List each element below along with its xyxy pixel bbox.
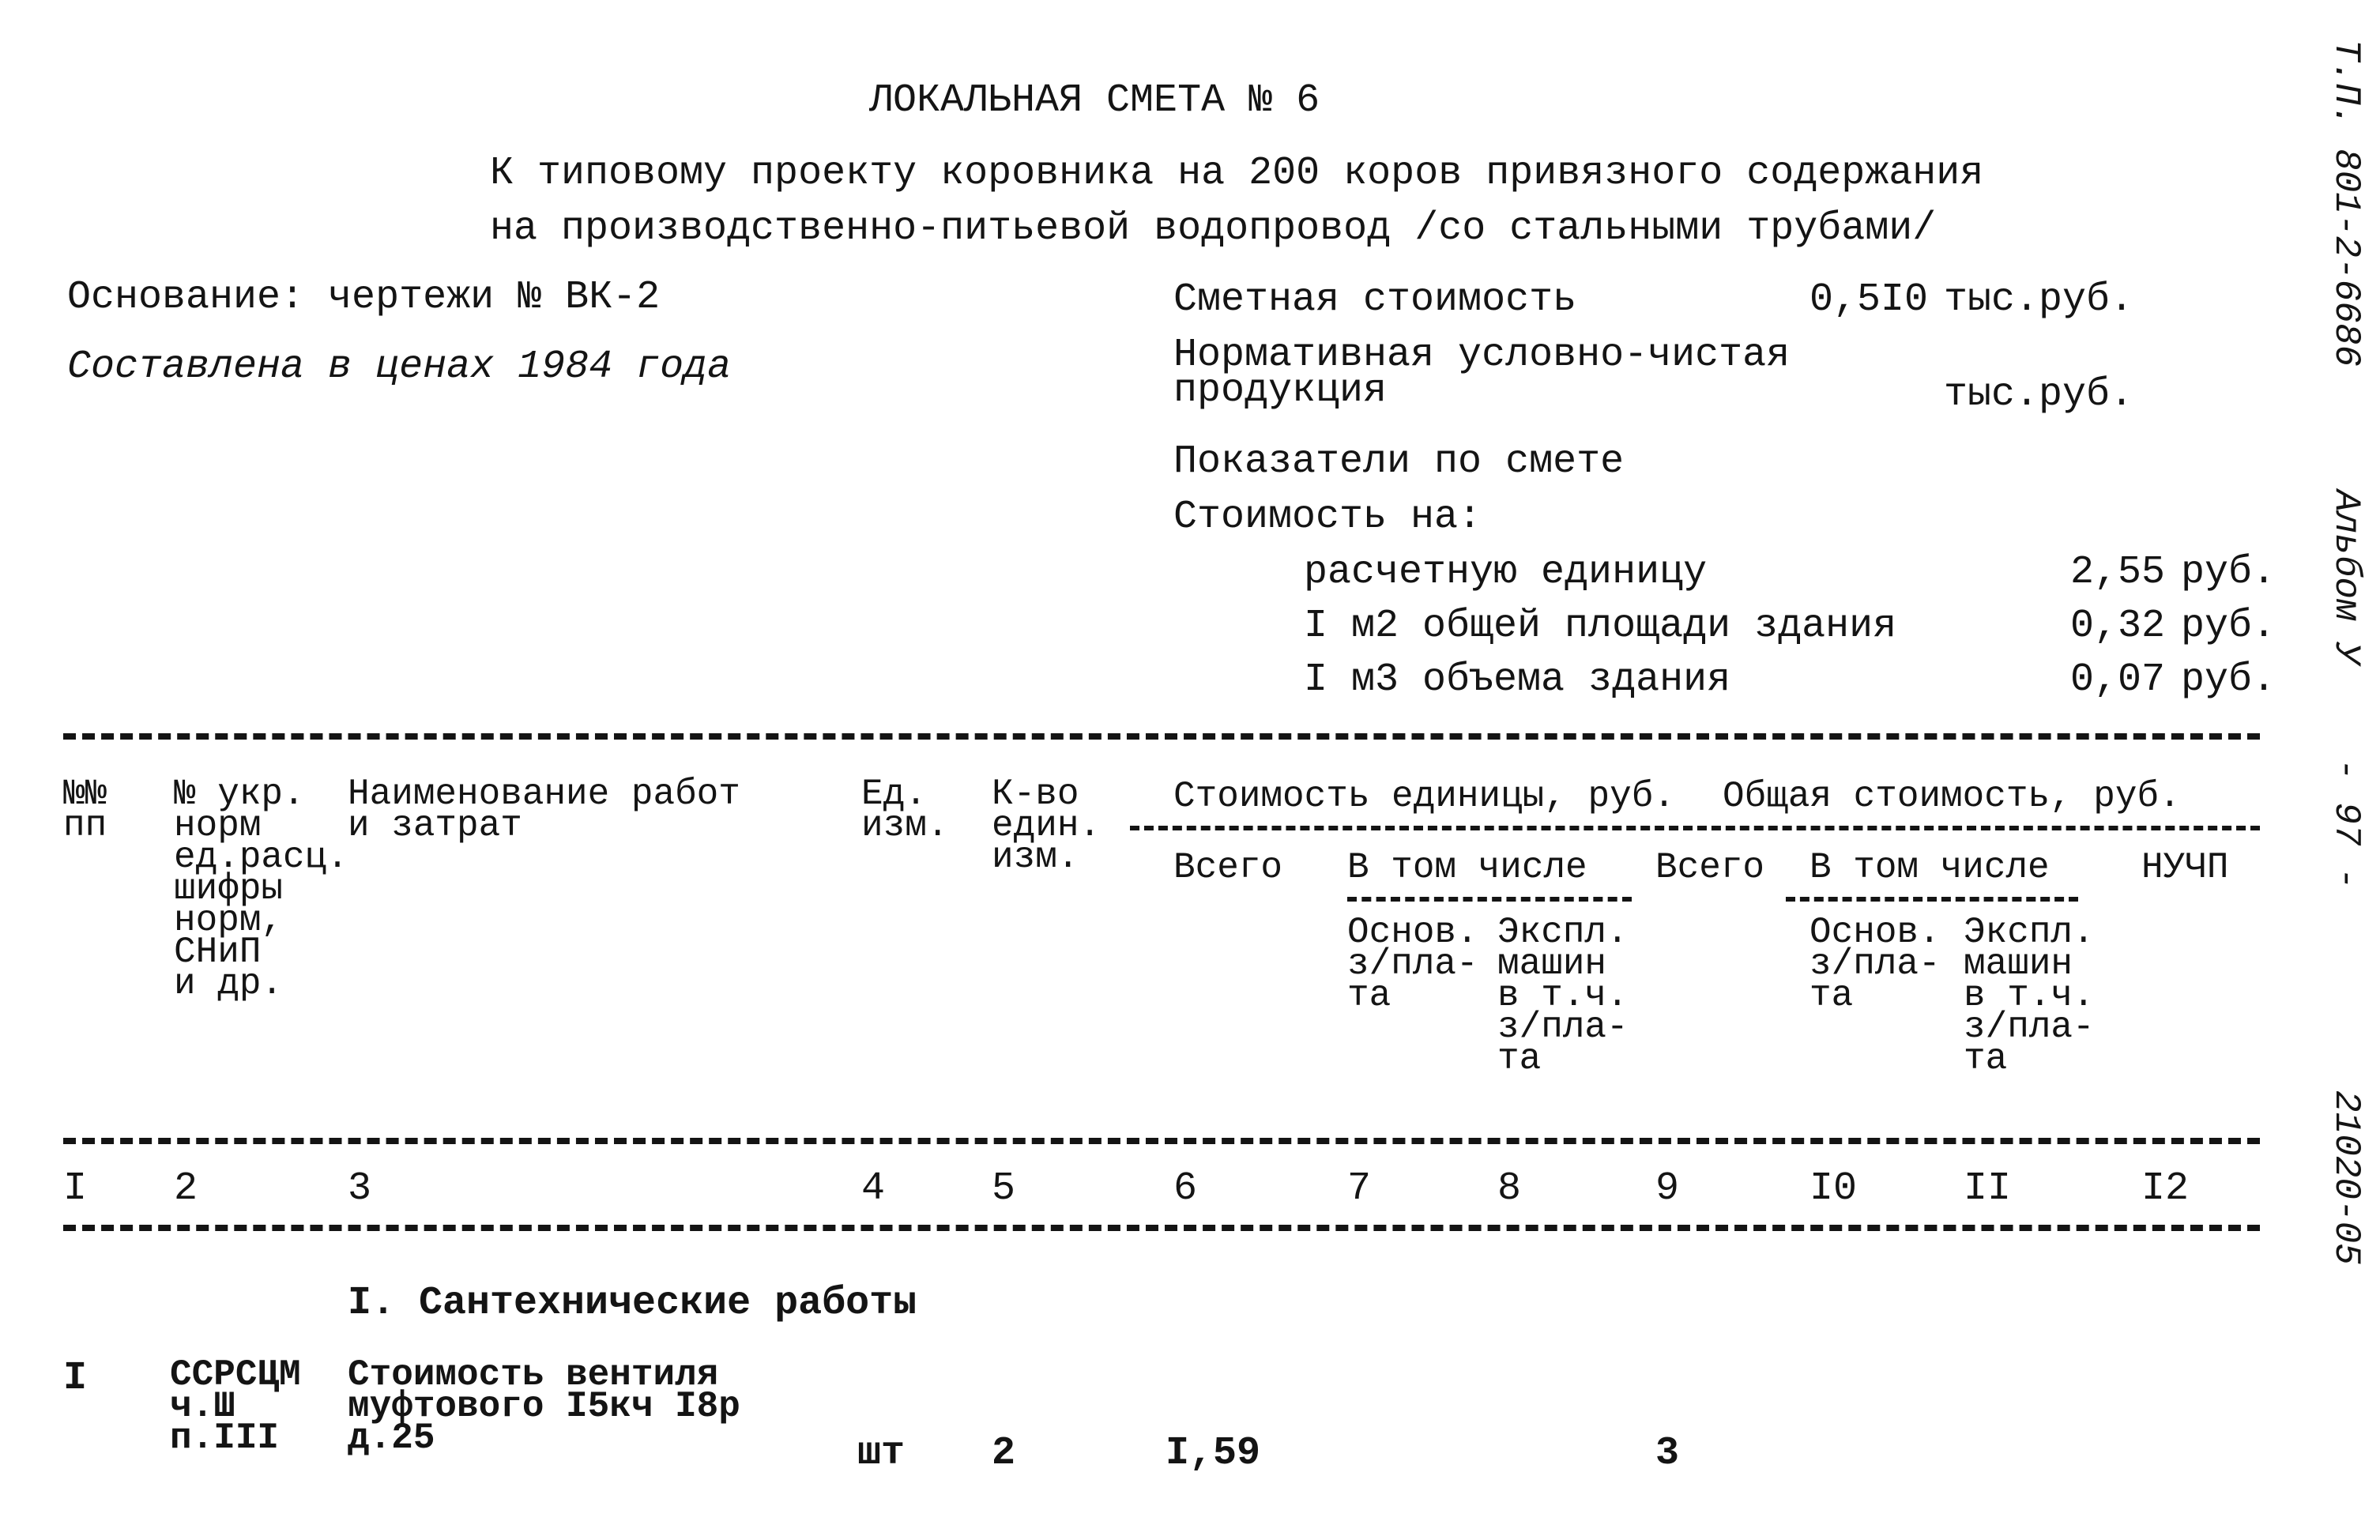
row-work-name: Стоимость вентиля муфтового I5кч I8р д.25 (348, 1354, 740, 1459)
header-cost-rule (1130, 826, 2260, 830)
header-row-number: №№ пп (63, 774, 107, 846)
header-quantity: К-во един. изм. (992, 774, 1102, 878)
row-total-cost: 3 (1655, 1431, 1680, 1476)
col-number: I2 (2141, 1166, 2190, 1211)
header-norm-code: № укр. норм ед.расц. шифры норм, СНиП и др. (174, 774, 348, 1004)
cost-row-value: 0,07 (2070, 657, 2166, 702)
col-number: 6 (1173, 1166, 1198, 1211)
side-stamp-album: Альбом У (2325, 490, 2367, 665)
header-unit-cost: Стоимость единицы, руб. (1173, 776, 1675, 817)
project-subtitle-line1: К типовому проекту коровника на 200 коров привязного содержания (490, 151, 1984, 196)
col-number: 9 (1655, 1166, 1680, 1211)
header-basic-wage: Основ. з/пла- та (1347, 912, 1478, 1016)
cost-row-unit: руб. (2181, 550, 2276, 595)
indicators-title: Показатели по смете (1173, 439, 1625, 484)
header-basic-wage-total: Основ. з/пла- та (1809, 912, 1941, 1016)
header-machines-total: Экспл. машин в т.ч. з/пла- та (1964, 912, 2095, 1079)
estimate-title: ЛОКАЛЬНАЯ СМЕТА № 6 (869, 78, 1320, 123)
header-total-total: Всего (1655, 847, 1765, 888)
header-total-cost: Общая стоимость, руб. (1723, 776, 2181, 817)
header-incl2-rule (1786, 897, 2078, 902)
row-unit-cost-total: I,59 (1166, 1431, 1261, 1476)
header-machines: Экспл. машин в т.ч. з/пла- та (1497, 912, 1629, 1079)
row-number: I (63, 1356, 88, 1401)
header-unit-total: Всего (1173, 847, 1283, 888)
col-number: I (63, 1166, 88, 1211)
cost-row-label: I м2 общей площади здания (1304, 604, 1897, 649)
header-incl-rule (1347, 897, 1632, 902)
col-number: I0 (1809, 1166, 1858, 1211)
col-number: 3 (348, 1166, 372, 1211)
basis-text: Основание: чертежи № ВК-2 (67, 275, 661, 320)
header-nuchp: НУЧП (2141, 847, 2229, 888)
col-number: 4 (861, 1166, 886, 1211)
cost-row-label: I м3 объема здания (1304, 657, 1731, 702)
header-work-name: Наименование работ и затрат (348, 774, 740, 846)
normative-unit: тыс.руб. (1944, 372, 2134, 417)
col-number: 2 (174, 1166, 198, 1211)
side-stamp-code: Т.П. 801-2-6686 (2325, 40, 2367, 367)
prices-year-text: Составлена в ценах 1984 года (67, 345, 732, 390)
table-top-rule (63, 733, 2260, 740)
estimate-cost-label: Сметная стоимость (1173, 277, 1577, 322)
cost-row-value: 2,55 (2070, 550, 2166, 595)
side-stamp-page: - 97 - (2325, 759, 2367, 890)
cost-row-unit: руб. (2181, 604, 2276, 649)
cost-row-value: 0,32 (2070, 604, 2166, 649)
row-norm-code: ССРСЦМ ч.Ш п.III (170, 1354, 301, 1459)
project-subtitle-line2: на производственно-питьевой водопровод /со стальными трубами/ (490, 206, 1937, 251)
cost-per-title: Стоимость на: (1173, 495, 1482, 540)
header-unit: Ед. изм. (861, 774, 949, 846)
row-unit: шт (857, 1431, 906, 1476)
cost-row-label: расчетную единицу (1304, 550, 1708, 595)
col-number: 8 (1497, 1166, 1522, 1211)
col-number: II (1964, 1166, 2012, 1211)
row-quantity: 2 (992, 1431, 1016, 1476)
normative-label-line2: продукция (1173, 368, 1388, 413)
estimate-cost-unit: тыс.руб. (1944, 277, 2134, 322)
section-title: I. Сантехнические работы (348, 1281, 917, 1326)
col-number: 7 (1347, 1166, 1372, 1211)
side-stamp-number: 21020-05 (2325, 1090, 2367, 1265)
header-total-incl: В том числе (1809, 847, 2050, 888)
estimate-cost-value: 0,5I0 (1809, 277, 1929, 322)
col-numbers-bottom-rule (63, 1225, 2260, 1231)
col-number: 5 (992, 1166, 1016, 1211)
col-numbers-top-rule (63, 1138, 2260, 1144)
header-unit-incl: В том числе (1347, 847, 1587, 888)
normative-label-line1: Нормативная условно-чистая (1173, 333, 1791, 378)
cost-row-unit: руб. (2181, 657, 2276, 702)
